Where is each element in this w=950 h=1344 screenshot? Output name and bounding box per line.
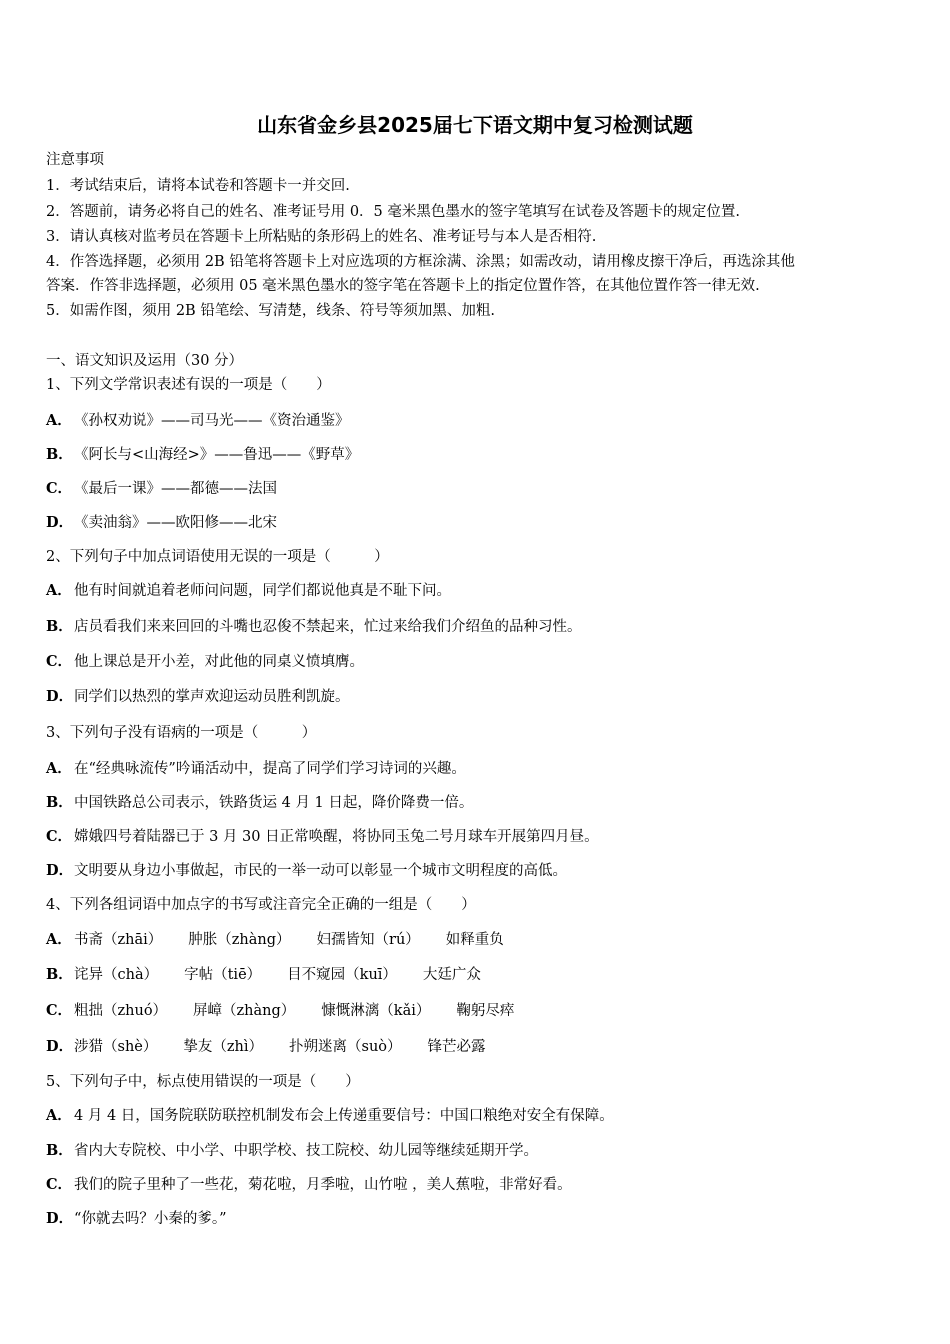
option-letter: D． [46,862,74,879]
option-word: 涉猎（shè） [74,1039,158,1055]
option-text: 嫦娥四号着陆器已于 3 月 30 日正常唤醒，将协同玉兔二号月球车开展第四月昼。 [74,829,599,845]
option-letter: D． [46,688,74,705]
option-word: 大廷广众 [422,967,481,983]
option-text: 《阿长与<山海经>》——鲁迅——《野草》 [74,447,360,463]
option-word: 屏嶂（zhàng） [193,1003,296,1019]
option-text: 《孙权劝说》——司马光——《资治通鉴》 [74,413,350,429]
option-row [46,1037,906,1057]
option-row [46,827,906,847]
option-row [46,965,906,985]
option-word: 扑朔迷离（suò） [289,1039,402,1055]
option-word: 慷慨淋漓（kǎi） [321,1003,431,1019]
page-title: 山东省金乡县2025届七下语文期中复习检测试题 [257,113,693,137]
option-row [46,930,906,950]
option-letter: B． [46,618,73,635]
option-text: 店员看我们来来回回的斗嘴也忍俊不禁起来，忙过来给我们介绍鱼的品种习性。 [74,619,582,635]
option-row [46,479,906,499]
option-letter: D． [46,1210,74,1227]
option-word: 目不窥园（kuī） [287,967,397,983]
option-row [46,687,906,707]
option-text: 《最后一课》——都德——法国 [74,481,277,497]
option-row [46,1175,906,1195]
option-text: 中国铁路总公司表示，铁路货运 4 月 1 日起，降价降费一倍。 [74,795,474,811]
question-stem: 1、下列文学常识表述有误的一项是（ ） [46,377,331,393]
option-row [46,861,906,881]
option-text: 他上课总是开小差，对此他的同桌义愤填膺。 [74,654,364,670]
question-stem: 3、下列句子没有语病的一项是（ ） [46,725,317,741]
option-word: 妇孺皆知（rú） [316,932,420,948]
option-letter: B． [46,794,73,811]
option-text: 他有时间就追着老师问问题，同学们都说他真是不耻下问。 [74,583,451,599]
option-letter: C． [46,1176,73,1193]
question-stem: 4、下列各组词语中加点字的书写或注音完全正确的一组是（ ） [46,897,476,913]
option-word: 粗拙（zhuó） [74,1003,168,1019]
option-letter: C． [46,480,73,497]
option-row [46,1209,906,1229]
notice-item: 2．答题前，请务必将自己的姓名、准考证号用 0．5 毫米黑色墨水的签字笔填写在试卷及答题卡的规定位置. [46,204,740,220]
option-text: 《卖油翁》——欧阳修——北宋 [74,515,277,531]
option-letter: B． [46,446,73,463]
option-letter: A． [46,412,72,429]
question-stem: 5、下列句子中，标点使用错误的一项是（ ） [46,1074,360,1090]
option-letter: A． [46,1107,72,1124]
option-row [46,617,906,637]
option-text: 在“经典咏流传”吟诵活动中，提高了同学们学习诗词的兴趣。 [74,761,466,777]
option-letter: B． [46,1142,73,1159]
option-text: 4 月 4 日，国务院联防联控机制发布会上传递重要信号：中国口粮绝对安全有保障。 [74,1108,614,1124]
option-word: 如释重负 [445,932,504,948]
option-word: 锋芒必露 [427,1039,486,1055]
question-stem: 2、下列句子中加点词语使用无误的一项是（ ） [46,549,389,565]
option-row [46,1141,906,1161]
option-word: 挚友（zhì） [183,1039,263,1055]
option-row [46,581,906,601]
notice-item: 答案．作答非选择题，必须用 05 毫米黑色墨水的签字笔在答题卡上的指定位置作答，在其他位置作答一律无效. [46,278,760,294]
option-text: 文明要从身边小事做起，市民的一举一动可以彰显一个城市文明程度的高低。 [74,863,567,879]
notice-item: 5．如需作图，须用 2B 铅笔绘、写清楚，线条、符号等须加黑、加粗. [46,303,495,319]
option-letter: A． [46,582,72,599]
option-row [46,1106,906,1126]
option-row [46,1001,906,1021]
option-text: 省内大专院校、中小学、中职学校、技工院校、幼儿园等继续延期开学。 [74,1143,538,1159]
option-text: 同学们以热烈的掌声欢迎运动员胜利凯旋。 [74,689,350,705]
option-letter: B． [46,966,73,983]
option-text: 我们的院子里种了一些花，菊花啦，月季啦，山竹啦 ，美人蕉啦，非常好看。 [74,1177,572,1193]
notice-item: 1．考试结束后，请将本试卷和答题卡一并交回. [46,178,350,194]
option-row [46,652,906,672]
option-word: 诧异（chà） [74,967,159,983]
option-word: 书斋（zhāi） [74,932,163,948]
option-row [46,793,906,813]
option-letter: A． [46,760,72,777]
option-letter: A． [46,931,72,948]
option-word: 鞠躬尽瘁 [456,1003,515,1019]
section-heading: 一、语文知识及运用（30 分） [46,353,244,369]
option-row [46,513,906,533]
notice-item: 3．请认真核对监考员在答题卡上所粘贴的条形码上的姓名、准考证号与本人是否相符. [46,229,597,245]
notice-item: 4．作答选择题，必须用 2B 铅笔将答题卡上对应选项的方框涂满、涂黑；如需改动，请用橡皮擦干净后，再选涂其他 [46,254,795,270]
option-text: “你就去吗？小秦的爹。” [74,1211,227,1227]
option-row [46,759,906,779]
option-letter: C． [46,1002,73,1019]
option-letter: D． [46,514,74,531]
option-word: 字帖（tiē） [184,967,262,983]
option-letter: D． [46,1038,74,1055]
option-row [46,445,906,465]
notice-heading: 注意事项 [46,152,104,168]
option-letter: C． [46,828,73,845]
option-word: 肿胀（zhàng） [188,932,291,948]
option-row [46,411,906,431]
option-letter: C． [46,653,73,670]
